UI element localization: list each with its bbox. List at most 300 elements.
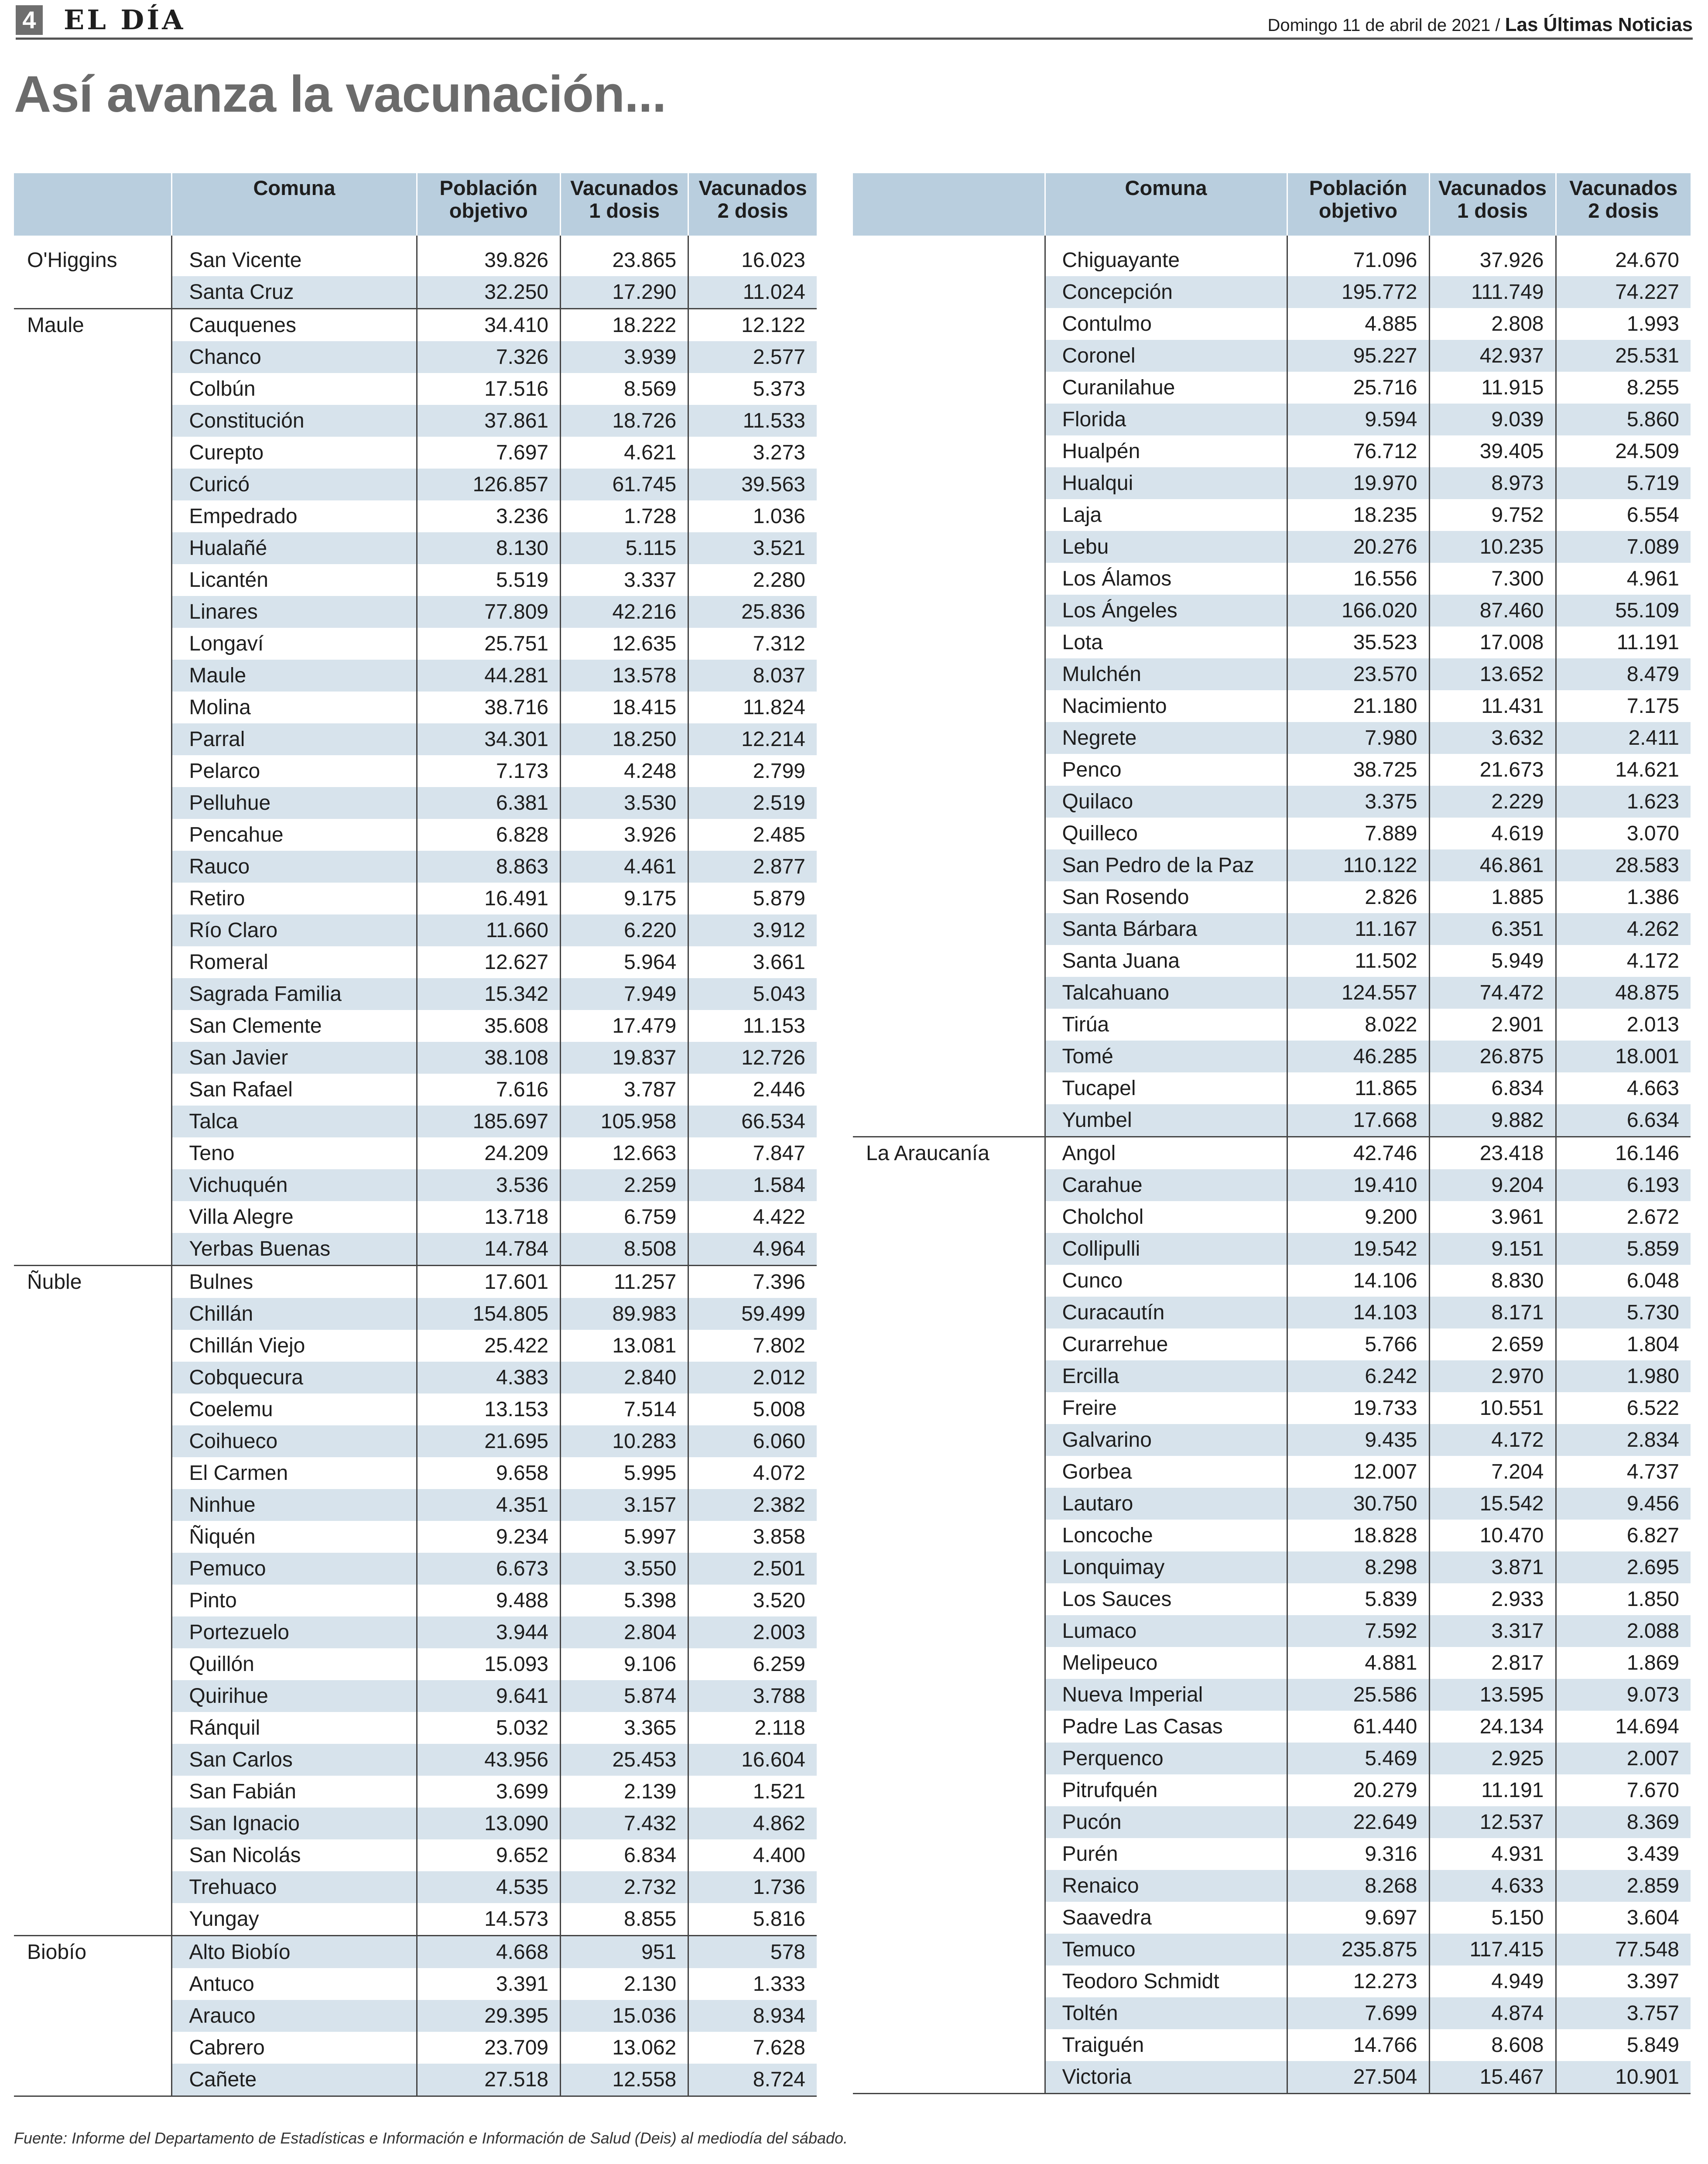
poblacion-objetivo-cell: 27.518 bbox=[417, 2064, 561, 2096]
comuna-cell: Vichuquén bbox=[172, 1169, 417, 1201]
poblacion-objetivo-cell: 4.535 bbox=[417, 1871, 561, 1903]
region-cell bbox=[853, 1774, 1045, 1806]
table-row bbox=[14, 276, 817, 309]
vacunados-1-dosis-cell: 15.036 bbox=[561, 2000, 688, 2032]
table-row bbox=[853, 1041, 1691, 1072]
vacunados-2-dosis-cell: 77.548 bbox=[1556, 1934, 1691, 1965]
vacunados-2-dosis-cell: 7.175 bbox=[1556, 690, 1691, 722]
vacunados-2-dosis-cell: 6.060 bbox=[688, 1425, 817, 1457]
poblacion-objetivo-cell: 61.440 bbox=[1287, 1711, 1429, 1743]
region-cell bbox=[853, 1392, 1045, 1424]
region-cell bbox=[14, 1521, 172, 1553]
table-row bbox=[14, 883, 817, 914]
comuna-cell: Florida bbox=[1045, 404, 1287, 435]
table-row bbox=[853, 627, 1691, 658]
table-row bbox=[14, 1776, 817, 1808]
vacunados-1-dosis-cell: 2.901 bbox=[1429, 1009, 1556, 1041]
vacunados-1-dosis-cell: 13.595 bbox=[1429, 1679, 1556, 1711]
poblacion-objetivo-cell: 110.122 bbox=[1287, 849, 1429, 881]
page-number-badge: 4 bbox=[16, 5, 43, 35]
comuna-cell: Curacautín bbox=[1045, 1297, 1287, 1329]
vacunados-1-dosis-cell: 3.961 bbox=[1429, 1201, 1556, 1233]
vacunados-2-dosis-cell: 2.799 bbox=[688, 755, 817, 787]
vacunados-2-dosis-cell: 1.386 bbox=[1556, 881, 1691, 913]
vacunados-2-dosis-cell: 18.001 bbox=[1556, 1041, 1691, 1072]
poblacion-objetivo-cell: 3.699 bbox=[417, 1776, 561, 1808]
vacunados-1-dosis-cell: 37.926 bbox=[1429, 236, 1556, 276]
vacunados-2-dosis-cell: 4.262 bbox=[1556, 913, 1691, 945]
comuna-cell: Saavedra bbox=[1045, 1902, 1287, 1934]
poblacion-objetivo-cell: 6.828 bbox=[417, 819, 561, 851]
vacunados-2-dosis-cell: 2.485 bbox=[688, 819, 817, 851]
region-cell bbox=[14, 692, 172, 723]
table-row bbox=[853, 881, 1691, 913]
source-note: Fuente: Informe del Departamento de Estadísticas e Información e Información de Salud (Deis) al mediodía del sábado. bbox=[14, 2129, 848, 2147]
table-row bbox=[853, 1201, 1691, 1233]
poblacion-objetivo-cell: 9.658 bbox=[417, 1457, 561, 1489]
table-row bbox=[14, 1744, 817, 1776]
comuna-cell: Ninhue bbox=[172, 1489, 417, 1521]
comuna-cell: Concepción bbox=[1045, 276, 1287, 308]
region-cell bbox=[853, 563, 1045, 595]
poblacion-objetivo-cell: 5.766 bbox=[1287, 1329, 1429, 1360]
poblacion-objetivo-cell: 9.652 bbox=[417, 1839, 561, 1871]
table-row bbox=[853, 849, 1691, 881]
vacunados-2-dosis-cell: 1.736 bbox=[688, 1871, 817, 1903]
comuna-cell: Yumbel bbox=[1045, 1104, 1287, 1137]
vacunados-2-dosis-cell: 5.860 bbox=[1556, 404, 1691, 435]
vacunados-2-dosis-cell: 8.724 bbox=[688, 2064, 817, 2096]
vacunados-2-dosis-cell: 9.456 bbox=[1556, 1488, 1691, 1520]
poblacion-objetivo-cell: 19.733 bbox=[1287, 1392, 1429, 1424]
vacunados-2-dosis-cell: 4.862 bbox=[688, 1808, 817, 1839]
table-row bbox=[14, 1106, 817, 1137]
header-line: 1 dosis bbox=[1457, 199, 1528, 222]
comuna-cell: Purén bbox=[1045, 1838, 1287, 1870]
region-cell bbox=[853, 1009, 1045, 1041]
comuna-cell: Linares bbox=[172, 596, 417, 628]
region-cell bbox=[14, 1457, 172, 1489]
table-row bbox=[853, 1520, 1691, 1551]
table-row bbox=[14, 373, 817, 405]
region-cell bbox=[853, 1615, 1045, 1647]
table-row bbox=[853, 1360, 1691, 1392]
table-row bbox=[853, 1679, 1691, 1711]
poblacion-objetivo-cell: 4.881 bbox=[1287, 1647, 1429, 1679]
table-row bbox=[14, 532, 817, 564]
vacunados-1-dosis-cell: 3.530 bbox=[561, 787, 688, 819]
vacunados-2-dosis-cell: 4.072 bbox=[688, 1457, 817, 1489]
comuna-cell: Curarrehue bbox=[1045, 1329, 1287, 1360]
poblacion-objetivo-cell: 5.839 bbox=[1287, 1583, 1429, 1615]
poblacion-objetivo-cell: 9.200 bbox=[1287, 1201, 1429, 1233]
region-cell bbox=[14, 1362, 172, 1394]
region-cell bbox=[14, 660, 172, 692]
vacunados-1-dosis-cell: 23.418 bbox=[1429, 1137, 1556, 1170]
poblacion-objetivo-cell: 5.032 bbox=[417, 1712, 561, 1744]
comuna-cell: San Nicolás bbox=[172, 1839, 417, 1871]
table-row bbox=[853, 1583, 1691, 1615]
comuna-cell: Pinto bbox=[172, 1585, 417, 1616]
region-cell bbox=[14, 978, 172, 1010]
vacunados-1-dosis-cell: 13.062 bbox=[561, 2032, 688, 2064]
vacunados-2-dosis-cell: 3.604 bbox=[1556, 1902, 1691, 1934]
table-row bbox=[14, 1903, 817, 1936]
vacunados-1-dosis-cell: 5.115 bbox=[561, 532, 688, 564]
poblacion-objetivo-cell: 7.980 bbox=[1287, 722, 1429, 754]
table-row bbox=[853, 276, 1691, 308]
table-row bbox=[853, 2029, 1691, 2061]
poblacion-objetivo-cell: 11.865 bbox=[1287, 1072, 1429, 1104]
vacunados-1-dosis-cell: 2.229 bbox=[1429, 786, 1556, 818]
vacunados-1-dosis-cell: 9.175 bbox=[561, 883, 688, 914]
vacunados-1-dosis-cell: 15.542 bbox=[1429, 1488, 1556, 1520]
table-row bbox=[14, 236, 817, 276]
table-row bbox=[14, 1648, 817, 1680]
table-row bbox=[853, 1104, 1691, 1137]
vacunados-1-dosis-cell: 7.204 bbox=[1429, 1456, 1556, 1488]
table-row bbox=[853, 1743, 1691, 1774]
comuna-cell: Empedrado bbox=[172, 500, 417, 532]
header-line: 1 dosis bbox=[589, 199, 660, 222]
poblacion-objetivo-cell: 23.570 bbox=[1287, 658, 1429, 690]
vacunados-2-dosis-cell: 8.934 bbox=[688, 2000, 817, 2032]
comuna-cell: Nacimiento bbox=[1045, 690, 1287, 722]
vacunados-1-dosis-cell: 6.834 bbox=[1429, 1072, 1556, 1104]
region-cell: Maule bbox=[14, 309, 172, 342]
poblacion-objetivo-cell: 8.022 bbox=[1287, 1009, 1429, 1041]
comuna-cell: Renaico bbox=[1045, 1870, 1287, 1902]
region-cell bbox=[14, 469, 172, 500]
comuna-cell: Longaví bbox=[172, 628, 417, 660]
table-row bbox=[14, 1298, 817, 1330]
vacunados-2-dosis-cell: 8.479 bbox=[1556, 658, 1691, 690]
comuna-cell: Angol bbox=[1045, 1137, 1287, 1170]
vacunados-1-dosis-cell: 18.250 bbox=[561, 723, 688, 755]
vacunados-1-dosis-cell: 8.830 bbox=[1429, 1265, 1556, 1297]
comuna-cell: Mulchén bbox=[1045, 658, 1287, 690]
comuna-cell: Quillón bbox=[172, 1648, 417, 1680]
table-row bbox=[14, 1871, 817, 1903]
poblacion-objetivo-cell: 18.235 bbox=[1287, 499, 1429, 531]
table-row bbox=[14, 723, 817, 755]
vacunados-1-dosis-cell: 3.632 bbox=[1429, 722, 1556, 754]
vacunados-2-dosis-cell: 5.879 bbox=[688, 883, 817, 914]
vacunados-1-dosis-cell: 7.514 bbox=[561, 1394, 688, 1425]
vacunados-1-dosis-cell: 9.752 bbox=[1429, 499, 1556, 531]
vacunados-2-dosis-cell: 1.521 bbox=[688, 1776, 817, 1808]
comuna-cell: Tucapel bbox=[1045, 1072, 1287, 1104]
table-row bbox=[853, 563, 1691, 595]
table-row bbox=[14, 405, 817, 437]
comuna-cell: Cañete bbox=[172, 2064, 417, 2096]
vacunados-1-dosis-cell: 3.157 bbox=[561, 1489, 688, 1521]
table-row bbox=[14, 1330, 817, 1362]
table-row bbox=[14, 1712, 817, 1744]
comuna-cell: Hualqui bbox=[1045, 467, 1287, 499]
vacunados-2-dosis-cell: 12.726 bbox=[688, 1042, 817, 1074]
comuna-cell: Pucón bbox=[1045, 1806, 1287, 1838]
table-row bbox=[14, 1553, 817, 1585]
table-row bbox=[853, 2061, 1691, 2094]
header-line: Vacunados bbox=[570, 176, 679, 199]
table-row bbox=[853, 722, 1691, 754]
region-cell bbox=[853, 2061, 1045, 2094]
table-row bbox=[853, 1488, 1691, 1520]
vacunados-1-dosis-cell: 15.467 bbox=[1429, 2061, 1556, 2094]
comuna-cell: Toltén bbox=[1045, 1997, 1287, 2029]
table-row bbox=[14, 1968, 817, 2000]
table-row bbox=[14, 1266, 817, 1298]
comuna-cell: Molina bbox=[172, 692, 417, 723]
region-cell bbox=[853, 849, 1045, 881]
page-title: Así avanza la vacunación... bbox=[14, 65, 666, 123]
region-cell bbox=[853, 1488, 1045, 1520]
vacunados-1-dosis-cell: 10.235 bbox=[1429, 531, 1556, 563]
table-row bbox=[14, 309, 817, 342]
vacunados-1-dosis-cell: 18.415 bbox=[561, 692, 688, 723]
table-row bbox=[853, 1233, 1691, 1265]
vacunados-2-dosis-cell: 6.827 bbox=[1556, 1520, 1691, 1551]
poblacion-objetivo-cell: 11.660 bbox=[417, 914, 561, 946]
region-cell bbox=[853, 1934, 1045, 1965]
region-cell bbox=[14, 1106, 172, 1137]
vacunados-1-dosis-cell: 1.728 bbox=[561, 500, 688, 532]
poblacion-objetivo-cell: 13.718 bbox=[417, 1201, 561, 1233]
comuna-cell: Colbún bbox=[172, 373, 417, 405]
comuna-cell: San Javier bbox=[172, 1042, 417, 1074]
vacunados-2-dosis-cell: 2.877 bbox=[688, 851, 817, 883]
vacunados-1-dosis-cell: 4.633 bbox=[1429, 1870, 1556, 1902]
table-row bbox=[14, 755, 817, 787]
vacunados-1-dosis-cell: 5.995 bbox=[561, 1457, 688, 1489]
region-cell bbox=[14, 1394, 172, 1425]
vacunados-2-dosis-cell: 3.397 bbox=[1556, 1965, 1691, 1997]
table-row bbox=[853, 467, 1691, 499]
region-cell: O'Higgins bbox=[14, 236, 172, 276]
poblacion-objetivo-cell: 3.944 bbox=[417, 1616, 561, 1648]
poblacion-objetivo-cell: 95.227 bbox=[1287, 340, 1429, 372]
comuna-cell: Cobquecura bbox=[172, 1362, 417, 1394]
vacunados-2-dosis-cell: 8.255 bbox=[1556, 372, 1691, 404]
vacunados-1-dosis-cell: 5.150 bbox=[1429, 1902, 1556, 1934]
header-line: 2 dosis bbox=[1588, 199, 1659, 222]
vacunados-2-dosis-cell: 6.193 bbox=[1556, 1169, 1691, 1201]
table-row bbox=[853, 404, 1691, 435]
comuna-cell: Lautaro bbox=[1045, 1488, 1287, 1520]
table-row bbox=[14, 1521, 817, 1553]
poblacion-objetivo-cell: 38.716 bbox=[417, 692, 561, 723]
poblacion-objetivo-cell: 7.592 bbox=[1287, 1615, 1429, 1647]
region-cell bbox=[853, 818, 1045, 849]
poblacion-objetivo-cell: 9.488 bbox=[417, 1585, 561, 1616]
region-cell bbox=[14, 1553, 172, 1585]
comuna-cell: Pelluhue bbox=[172, 787, 417, 819]
poblacion-objetivo-cell: 46.285 bbox=[1287, 1041, 1429, 1072]
poblacion-objetivo-cell: 34.410 bbox=[417, 309, 561, 342]
poblacion-objetivo-cell: 12.627 bbox=[417, 946, 561, 978]
comuna-cell: Curanilahue bbox=[1045, 372, 1287, 404]
vacunados-2-dosis-cell: 2.834 bbox=[1556, 1424, 1691, 1456]
vacunados-2-dosis-cell: 1.804 bbox=[1556, 1329, 1691, 1360]
comuna-cell: Victoria bbox=[1045, 2061, 1287, 2094]
region-cell bbox=[853, 1965, 1045, 1997]
comuna-cell: Ercilla bbox=[1045, 1360, 1287, 1392]
comuna-cell: San Ignacio bbox=[172, 1808, 417, 1839]
vacunados-2-dosis-cell: 578 bbox=[688, 1936, 817, 1969]
region-cell bbox=[14, 1010, 172, 1042]
vacunados-2-dosis-cell: 14.621 bbox=[1556, 754, 1691, 786]
comuna-cell: Retiro bbox=[172, 883, 417, 914]
poblacion-objetivo-cell: 71.096 bbox=[1287, 236, 1429, 276]
table-row bbox=[853, 308, 1691, 340]
vacunados-1-dosis-cell: 46.861 bbox=[1429, 849, 1556, 881]
region-cell bbox=[14, 755, 172, 787]
table-row bbox=[14, 819, 817, 851]
poblacion-objetivo-cell: 154.805 bbox=[417, 1298, 561, 1330]
region-cell bbox=[853, 1233, 1045, 1265]
table-row bbox=[853, 1965, 1691, 1997]
region-cell bbox=[853, 499, 1045, 531]
poblacion-objetivo-cell: 185.697 bbox=[417, 1106, 561, 1137]
comuna-cell: Teodoro Schmidt bbox=[1045, 1965, 1287, 1997]
vacunados-1-dosis-cell: 13.652 bbox=[1429, 658, 1556, 690]
comuna-cell: San Fabián bbox=[172, 1776, 417, 1808]
poblacion-objetivo-cell: 126.857 bbox=[417, 469, 561, 500]
vacunados-1-dosis-cell: 17.479 bbox=[561, 1010, 688, 1042]
region-cell bbox=[853, 372, 1045, 404]
comuna-cell: Yungay bbox=[172, 1903, 417, 1936]
region-cell bbox=[853, 722, 1045, 754]
vacunados-2-dosis-cell: 3.661 bbox=[688, 946, 817, 978]
poblacion-objetivo-cell: 18.828 bbox=[1287, 1520, 1429, 1551]
vacunados-2-dosis-cell: 4.422 bbox=[688, 1201, 817, 1233]
vacunados-1-dosis-cell: 12.663 bbox=[561, 1137, 688, 1169]
poblacion-column-header bbox=[417, 173, 561, 236]
vacunados-1-dosis-cell: 3.926 bbox=[561, 819, 688, 851]
section-name: EL DÍA bbox=[64, 4, 186, 36]
poblacion-objetivo-cell: 35.608 bbox=[417, 1010, 561, 1042]
vaccination-table-right bbox=[853, 173, 1691, 2094]
vacunados-2-dosis-cell: 1.993 bbox=[1556, 308, 1691, 340]
date-text: Domingo 11 de abril de 2021 / bbox=[1267, 16, 1500, 35]
table-row bbox=[14, 1489, 817, 1521]
table-row bbox=[853, 1806, 1691, 1838]
poblacion-objetivo-cell: 17.601 bbox=[417, 1266, 561, 1298]
region-cell bbox=[14, 723, 172, 755]
region-cell bbox=[853, 1456, 1045, 1488]
vacunados-1-dosis-cell: 2.259 bbox=[561, 1169, 688, 1201]
table-row bbox=[14, 1680, 817, 1712]
vacunados-1-dosis-cell: 2.933 bbox=[1429, 1583, 1556, 1615]
vacunados-2-dosis-cell: 6.048 bbox=[1556, 1265, 1691, 1297]
vacunados-2-column-header bbox=[688, 173, 817, 236]
region-cell bbox=[853, 404, 1045, 435]
vacunados-1-dosis-cell: 6.220 bbox=[561, 914, 688, 946]
region-cell bbox=[853, 1104, 1045, 1137]
vacunados-2-dosis-cell: 28.583 bbox=[1556, 849, 1691, 881]
vacunados-2-dosis-cell: 7.802 bbox=[688, 1330, 817, 1362]
poblacion-objetivo-cell: 3.375 bbox=[1287, 786, 1429, 818]
vacunados-2-column-header bbox=[1556, 173, 1691, 236]
table-row bbox=[14, 1839, 817, 1871]
vacunados-2-dosis-cell: 8.369 bbox=[1556, 1806, 1691, 1838]
vacunados-1-column-header bbox=[1429, 173, 1556, 236]
poblacion-objetivo-cell: 22.649 bbox=[1287, 1806, 1429, 1838]
poblacion-objetivo-cell: 76.712 bbox=[1287, 435, 1429, 467]
comuna-cell: Curicó bbox=[172, 469, 417, 500]
region-cell bbox=[14, 373, 172, 405]
vacunados-2-dosis-cell: 3.070 bbox=[1556, 818, 1691, 849]
vacunados-2-dosis-cell: 1.036 bbox=[688, 500, 817, 532]
comuna-column-header: Comuna bbox=[172, 173, 417, 236]
vacunados-1-dosis-cell: 3.550 bbox=[561, 1553, 688, 1585]
comuna-cell: Santa Bárbara bbox=[1045, 913, 1287, 945]
poblacion-objetivo-cell: 32.250 bbox=[417, 276, 561, 309]
vacunados-1-dosis-cell: 3.871 bbox=[1429, 1551, 1556, 1583]
region-cell bbox=[853, 2029, 1045, 2061]
comuna-cell: Pitrufquén bbox=[1045, 1774, 1287, 1806]
vacunados-1-dosis-cell: 9.106 bbox=[561, 1648, 688, 1680]
table-row bbox=[853, 818, 1691, 849]
header-line: Población bbox=[439, 176, 538, 199]
region-cell bbox=[14, 1808, 172, 1839]
comuna-cell: Ránquil bbox=[172, 1712, 417, 1744]
table-row bbox=[14, 1233, 817, 1266]
region-cell bbox=[14, 1712, 172, 1744]
header-line: 2 dosis bbox=[717, 199, 788, 222]
comuna-cell: Cholchol bbox=[1045, 1201, 1287, 1233]
vacunados-2-dosis-cell: 2.501 bbox=[688, 1553, 817, 1585]
vacunados-2-dosis-cell: 2.118 bbox=[688, 1712, 817, 1744]
poblacion-objetivo-cell: 7.699 bbox=[1287, 1997, 1429, 2029]
vacunados-1-dosis-cell: 74.472 bbox=[1429, 977, 1556, 1009]
table-row bbox=[853, 1711, 1691, 1743]
table-row bbox=[14, 437, 817, 469]
poblacion-objetivo-cell: 7.889 bbox=[1287, 818, 1429, 849]
vacunados-1-dosis-cell: 17.290 bbox=[561, 276, 688, 309]
poblacion-objetivo-cell: 9.435 bbox=[1287, 1424, 1429, 1456]
vacunados-1-dosis-cell: 7.432 bbox=[561, 1808, 688, 1839]
poblacion-objetivo-cell: 37.861 bbox=[417, 405, 561, 437]
comuna-cell: Traiguén bbox=[1045, 2029, 1287, 2061]
table-row bbox=[14, 2032, 817, 2064]
comuna-cell: Cunco bbox=[1045, 1265, 1287, 1297]
table-row bbox=[853, 1647, 1691, 1679]
comuna-cell: San Pedro de la Paz bbox=[1045, 849, 1287, 881]
table-row bbox=[853, 1424, 1691, 1456]
comuna-cell: Romeral bbox=[172, 946, 417, 978]
vacunados-2-dosis-cell: 7.312 bbox=[688, 628, 817, 660]
vacunados-2-dosis-cell: 1.623 bbox=[1556, 786, 1691, 818]
region-cell bbox=[14, 405, 172, 437]
vacunados-2-dosis-cell: 1.980 bbox=[1556, 1360, 1691, 1392]
comuna-cell: Lonquimay bbox=[1045, 1551, 1287, 1583]
comuna-cell: Bulnes bbox=[172, 1266, 417, 1298]
region-cell bbox=[14, 532, 172, 564]
vacunados-2-dosis-cell: 2.012 bbox=[688, 1362, 817, 1394]
poblacion-objetivo-cell: 9.316 bbox=[1287, 1838, 1429, 1870]
vacunados-1-dosis-cell: 10.283 bbox=[561, 1425, 688, 1457]
comuna-cell: San Carlos bbox=[172, 1744, 417, 1776]
poblacion-objetivo-cell: 6.673 bbox=[417, 1553, 561, 1585]
vacunados-1-dosis-cell: 7.300 bbox=[1429, 563, 1556, 595]
comuna-cell: Licantén bbox=[172, 564, 417, 596]
poblacion-objetivo-cell: 4.668 bbox=[417, 1936, 561, 1969]
comuna-cell: Quilaco bbox=[1045, 786, 1287, 818]
poblacion-objetivo-cell: 16.491 bbox=[417, 883, 561, 914]
vacunados-2-dosis-cell: 11.191 bbox=[1556, 627, 1691, 658]
